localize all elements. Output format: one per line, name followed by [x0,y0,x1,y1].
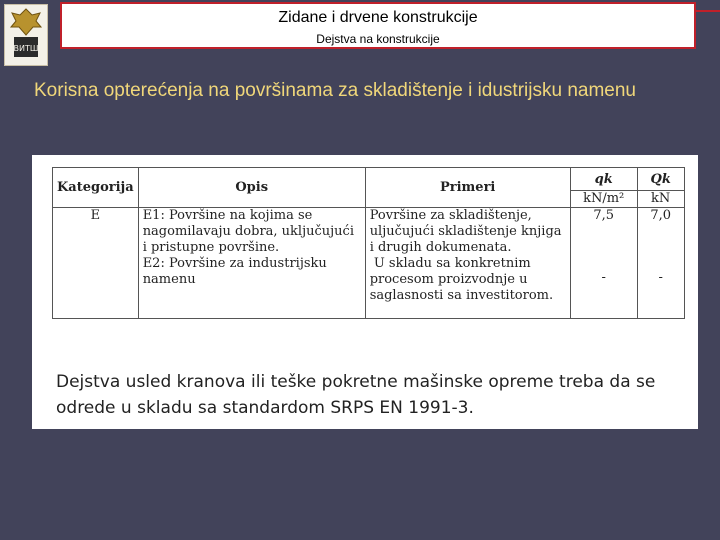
Qk-e1-value: 7,0 [650,208,672,223]
unit-qk: kN/m² [570,191,637,208]
cell-description [138,208,365,319]
description-line: nagomilavaju dobra, uključujući [142,224,354,239]
crane-loads-note: Dejstva usled kranova ili teške pokretne mašinske opreme treba da se odrede u skladu sa standardom SRPS EN 1991-3. [56,372,656,418]
example-line: U skladu sa konkretnim [369,256,531,271]
example-line: saglasnosti sa investitorom. [369,288,554,303]
course-title: Zidane i drvene konstrukcije [278,9,478,26]
description-line: E1: Površine na kojima se [142,208,313,223]
example-line: procesom proizvodnje u [369,272,528,287]
header-Qk: Qk [637,168,684,191]
content-panel [32,155,698,429]
example-line: Površine za skladištenje, [369,208,532,223]
header-accent-line [696,10,720,12]
cell-Qk [637,208,684,319]
load-category-table [52,167,685,319]
crest-icon [5,5,47,65]
Qk-e2-value: - [658,270,663,285]
header-qk: qk [570,168,637,191]
cell-qk [570,208,637,319]
cell-examples [365,208,570,319]
example-line: i drugih dokumenata. [369,240,512,255]
table-row [53,208,685,319]
header-examples: Primeri [365,168,570,208]
qk-e2-value: - [601,270,606,285]
table-header-row [53,168,685,191]
institution-logo [4,4,48,66]
example-line: uljučujući skladištenje knjiga [369,224,562,239]
header-category: Kategorija [53,168,139,208]
qk-e1-value: 7,5 [593,208,615,223]
lecture-subtitle: Dejstva na konstrukcije [316,32,440,46]
unit-Qk: kN [637,191,684,208]
logo-text: ВИТШ [13,44,39,53]
header-description: Opis [138,168,365,208]
cell-category: E [53,208,139,319]
slide-title: Korisna opterećenja na površinama za skladištenje i idustrijsku namenu [34,80,636,101]
description-line: namenu [142,272,196,287]
header-box [60,2,696,49]
description-line: i pristupne površine. [142,240,280,255]
description-line: E2: Površine za industrijsku [142,256,327,271]
